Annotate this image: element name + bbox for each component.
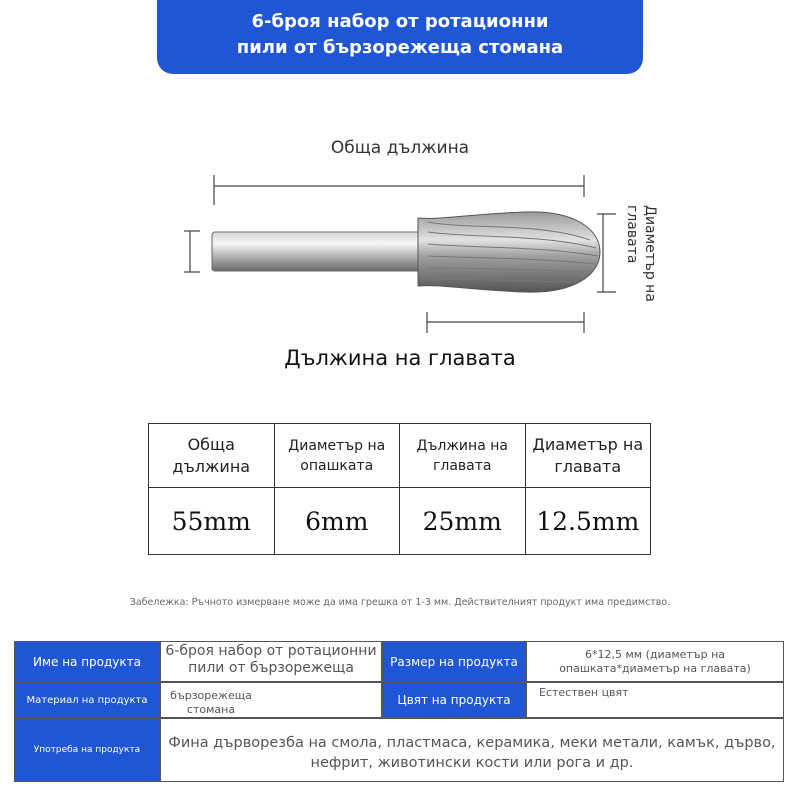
product-size-value: 6*12,5 мм (диаметър на опашката*диаметър на главата) (526, 641, 784, 682)
product-size-label: Размер на продукта (382, 641, 526, 682)
spec-header-total-length: Обща дължина (149, 424, 275, 488)
product-color-label: Цвят на продукта (382, 682, 526, 718)
head-diameter-label: Диаметър на главата (624, 205, 658, 302)
total-length-label: Обща дължина (330, 138, 470, 158)
spec-value-head-length: 25mm (400, 488, 526, 555)
burr-shank (212, 232, 422, 271)
product-usage-value: Фина дърворезба на смола, пластмаса, керамика, меки метали, камък, дърво, нефрит, животински кости или рога и др. (160, 718, 784, 782)
product-info-table (14, 641, 784, 782)
product-material-value (160, 682, 382, 718)
spec-table-header-row (149, 424, 651, 488)
product-usage-label: Употреба на продукта (14, 718, 160, 782)
spec-value-total-length: 55mm (149, 488, 275, 555)
spec-header-head-length: Дължина на главата (400, 424, 526, 488)
product-name-value: 6-броя набор от ротационни пили от бързорежеща (160, 641, 382, 682)
head-length-dimension (427, 312, 584, 333)
measurement-note: Забележка: Ръчното измерване може да има грешка от 1-3 мм. Действителният продукт има предимство. (129, 597, 671, 608)
spec-value-head-diameter: 12.5mm (525, 488, 651, 555)
spec-table (148, 423, 651, 555)
banner-title-line-1: 6-броя набор от ротационни (251, 11, 549, 32)
product-material-label: Материал на продукта (14, 682, 160, 718)
head-length-label: Дължина на главата (284, 346, 516, 370)
spec-header-head-diameter: Диаметър на главата (525, 424, 651, 488)
shank-diameter-dimension (184, 231, 200, 272)
product-name-label: Име на продукта (14, 641, 160, 682)
banner-title-line-2: пили от бързорежеща стомана (236, 37, 564, 58)
product-color-value (526, 682, 784, 718)
spec-value-shank-diameter: 6mm (274, 488, 400, 555)
spec-header-shank-diameter: Диаметър на опашката (274, 424, 400, 488)
total-length-dimension (214, 175, 584, 205)
product-material-text: бързорежеща стомана (170, 689, 252, 716)
product-color-text: Естествен цвят (539, 686, 629, 699)
spec-table-value-row (149, 488, 651, 555)
